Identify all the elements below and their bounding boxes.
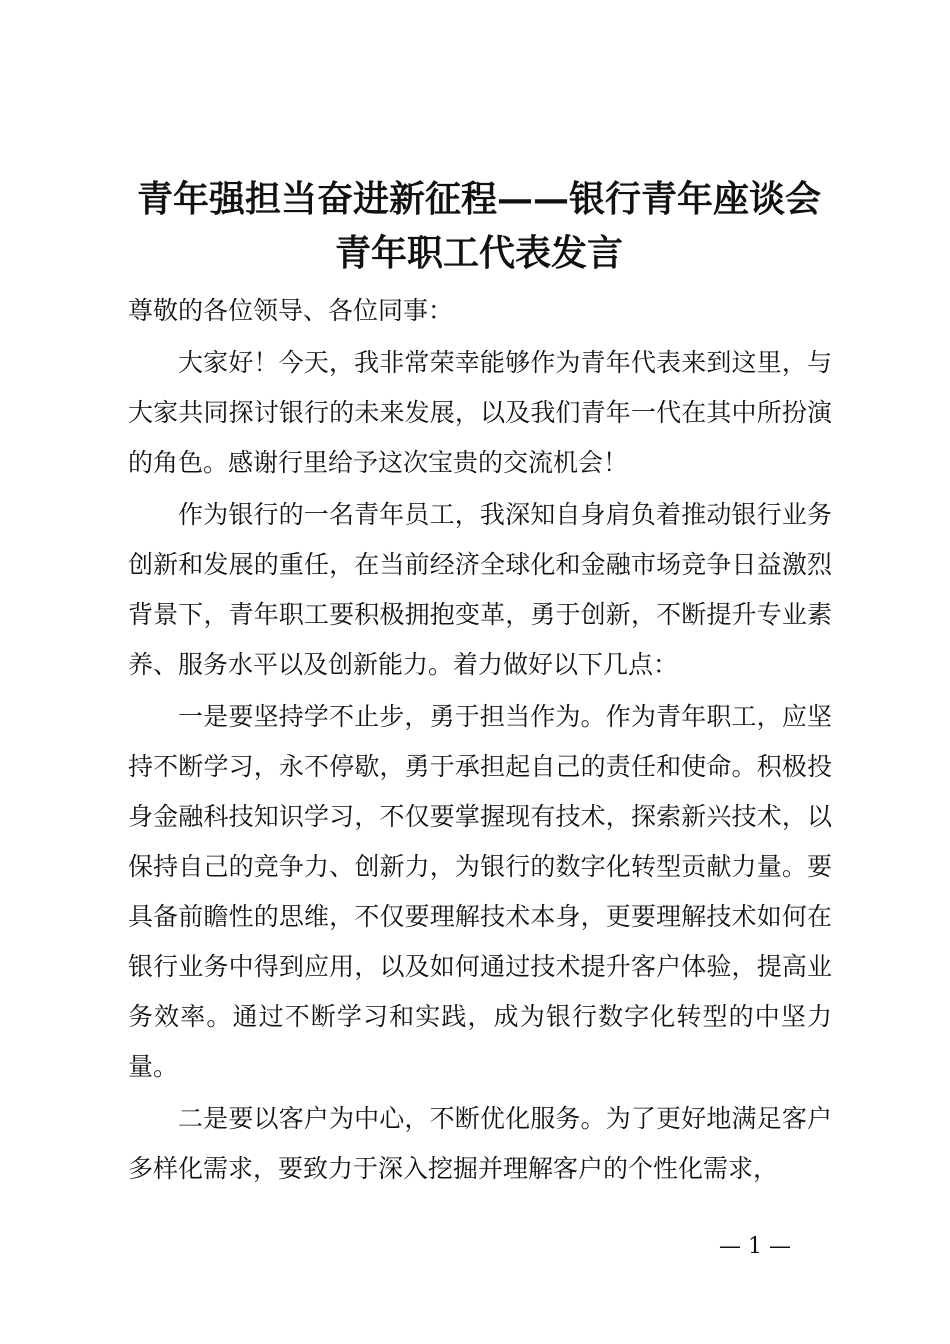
page-number: — 1 — — [719, 1234, 791, 1259]
paragraph-responsibility: 作为银行的一名青年员工，我深知自身肩负着推动银行业务创新和发展的重任，在当前经济全球化和金融市场竞争日益激烈背景下，青年职工要积极拥抱变革，勇于创新，不断提升专业素养、服务水平以及创新能力。着力做好以下几点： — [128, 500, 832, 679]
paragraph-point-two: 二是要以客户为中心，不断优化服务。为了更好地满足客户多样化需求，要致力于深入挖掘并理解客户的个性化需求， — [128, 1104, 832, 1183]
salutation: 尊敬的各位领导、各位同事： — [128, 296, 454, 325]
paragraph-point-one: 一是要坚持学不止步，勇于担当作为。作为青年职工，应坚持不断学习，永不停歇，勇于承担起自己的责任和使命。积极投身金融科技知识学习，不仅要掌握现有技术，探索新兴技术，以保持自己的竞争力、创新力，为银行的数字化转型贡献力量。要具备前瞻性的思维，不仅要理解技术本身，更要理解技术如何在银行业务中得到应用，以及如何通过技术提升客户体验，提高业务效率。通过不断学习和实践，成为银行数字化转型的中坚力量。 — [128, 702, 832, 1081]
document-body — [128, 286, 832, 1194]
paragraph-greeting: 大家好！今天，我非常荣幸能够作为青年代表来到这里，与大家共同探讨银行的未来发展，以及我们青年一代在其中所扮演的角色。感谢行里给予这次宝贵的交流机会！ — [128, 348, 832, 477]
document-title: 青年强担当奋进新征程——银行青年座谈会青年职工代表发言 — [136, 178, 821, 274]
